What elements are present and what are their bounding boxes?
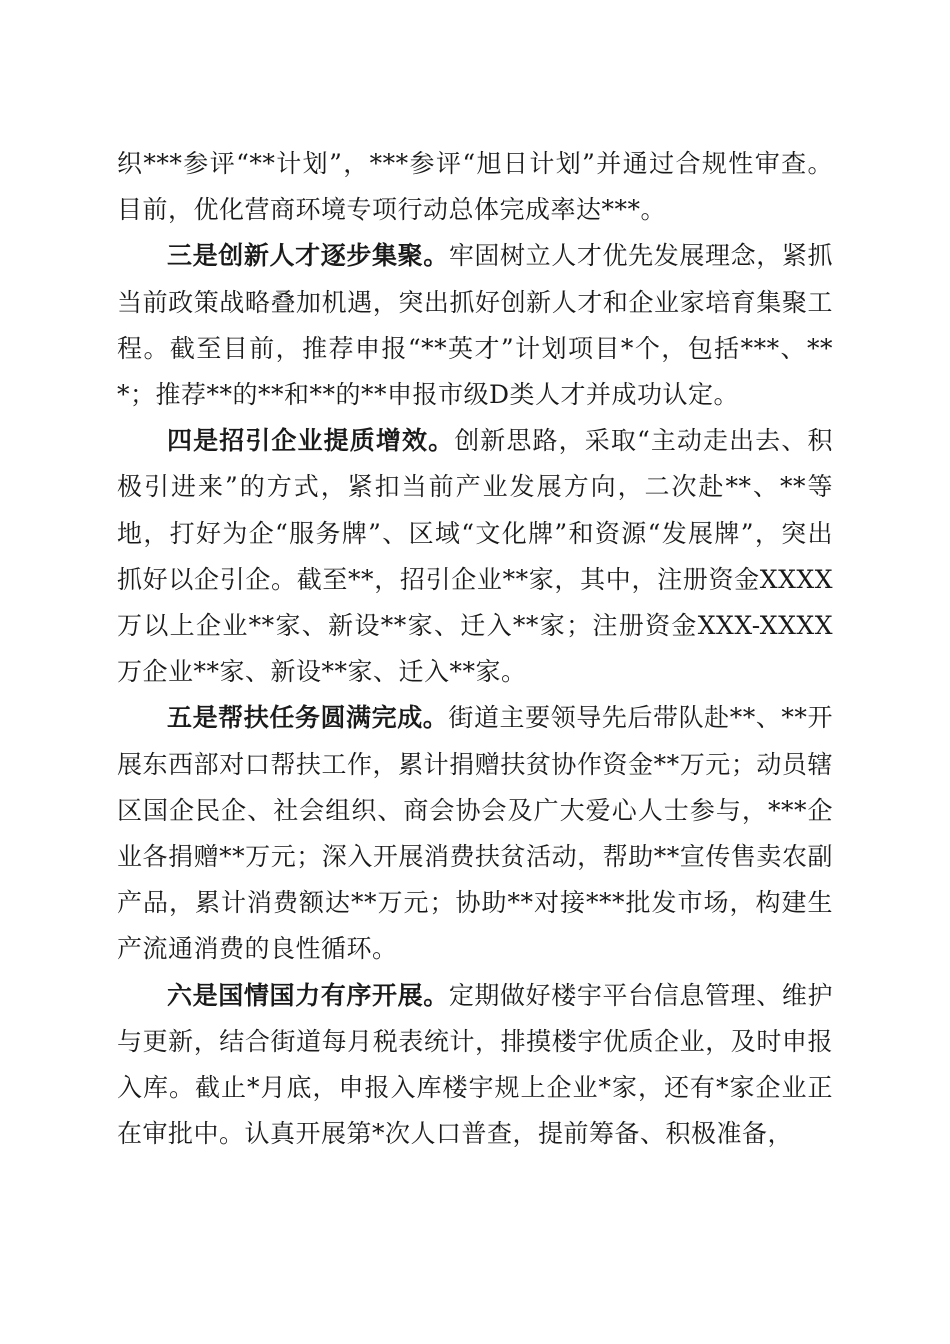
paragraph-investment xyxy=(117,418,833,695)
document-body xyxy=(117,141,833,1157)
paragraph-heading: 三是创新人才逐步集聚。 xyxy=(167,241,449,271)
paragraph-text: 牢固树立人才优先发展理念，紧抓当前政策战略叠加机遇，突出抓好创新人才和企业家培育集聚工程。截至目前，推荐申报“**英才”计划项目*个，包括***、***；推荐**的**和**的**申报市级D类人才并成功认定。 xyxy=(117,241,833,410)
paragraph-text: 街道主要领导先后带队赴**、**开展东西部对口帮扶工作，累计捐赠扶贫协作资金**万元；动员辖区国企民企、社会组织、商会协会及广大爱心人士参与，***企业各捐赠**万元；深入开展消费扶贫活动，帮助**宣传售卖农副产品，累计消费额达**万元；协助**对接***批发市场，构建生产流通消费的良性循环。 xyxy=(117,703,833,964)
paragraph-census xyxy=(117,973,833,1158)
paragraph-assistance xyxy=(117,695,833,972)
paragraph-text: 创新思路，采取“主动走出去、积极引进来”的方式，紧扣当前产业发展方向，二次赴**、**等地，打好为企“服务牌”、区域“文化牌”和资源“发展牌”，突出抓好以企引企。截至**，招引企业**家，其中，注册资金XXXX万以上企业**家、新设**家、迁入**家；注册资金XXX-XXXX万企业**家、新设**家、迁入**家。 xyxy=(117,426,833,687)
paragraph-talent xyxy=(117,233,833,418)
paragraph-continuation xyxy=(117,141,833,233)
paragraph-heading: 四是招引企业提质增效。 xyxy=(167,426,455,456)
paragraph-text: 织***参评“**计划”，***参评“旭日计划”并通过合规性审查。目前，优化营商环境专项行动总体完成率达***。 xyxy=(117,149,833,225)
paragraph-text: 定期做好楼宇平台信息管理、维护与更新，结合街道每月税表统计，排摸楼宇优质企业，及时申报入库。截止*月底，申报入库楼宇规上企业*家，还有*家企业正在审批中。认真开展第*次人口普查，提前筹备、积极准备， xyxy=(117,980,833,1149)
paragraph-heading: 五是帮扶任务圆满完成。 xyxy=(167,703,449,733)
paragraph-heading: 六是国情国力有序开展。 xyxy=(167,980,449,1010)
